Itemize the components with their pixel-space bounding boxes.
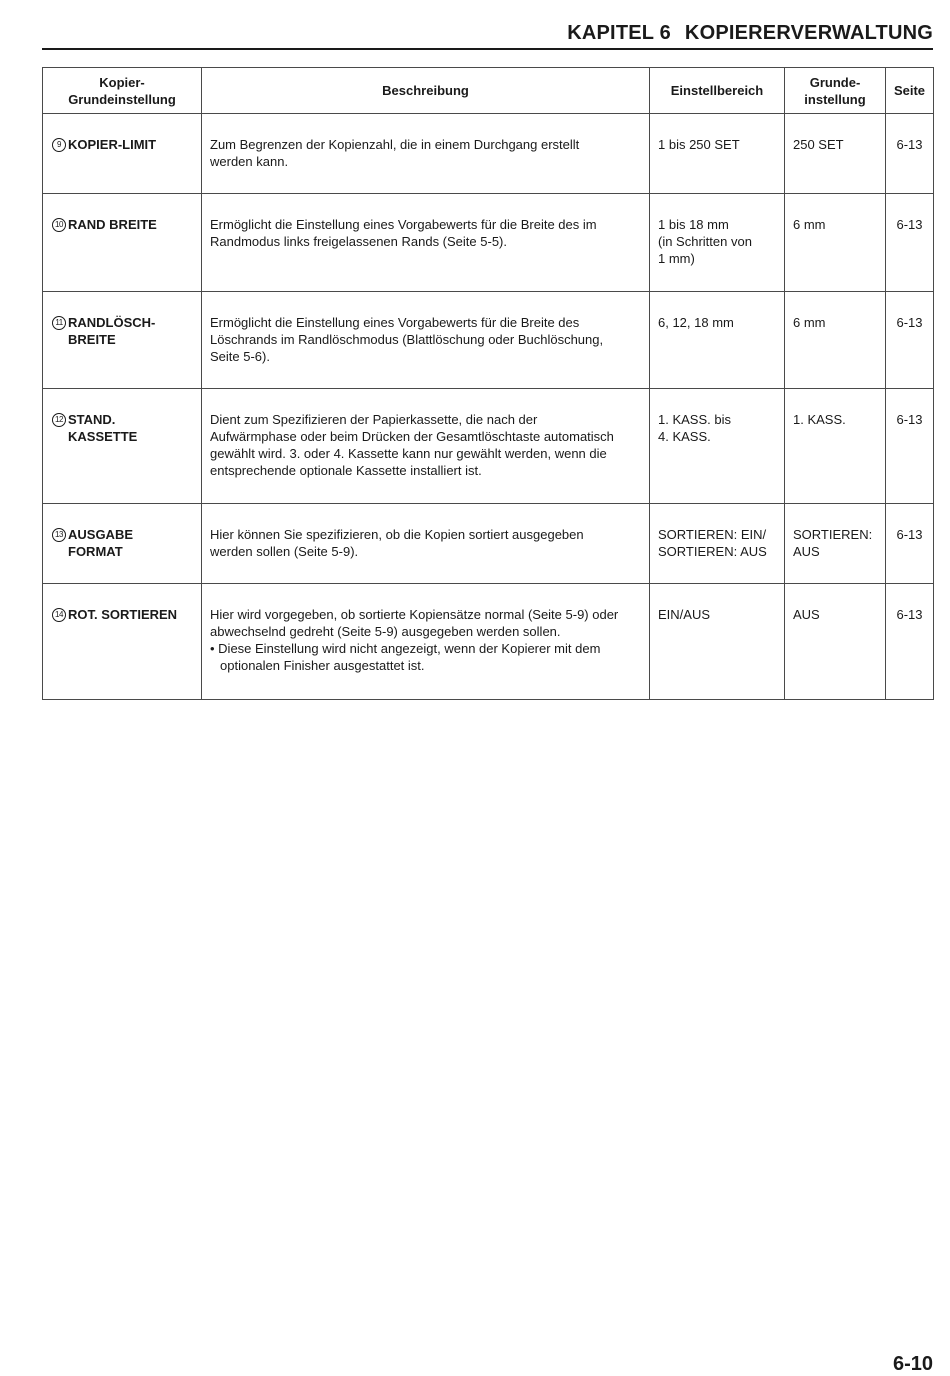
description-cell <box>202 194 650 292</box>
table-row <box>43 114 934 194</box>
range-value: 1. KASS. bis <box>658 412 731 427</box>
column-header-default: Grunde- instellung <box>785 68 886 114</box>
table-row <box>43 194 934 292</box>
setting-name: FORMAT <box>68 544 123 559</box>
item-number-badge: 9 <box>52 138 66 152</box>
description-line: Hier können Sie spezifizieren, ob die Kopien sortiert ausgegeben <box>210 527 584 542</box>
column-header-range: Einstellbereich <box>650 68 785 114</box>
page-number: 6-10 <box>892 1353 933 1375</box>
description-line: Randmodus links freigelassenen Rands (Seite 5-5). <box>210 234 507 249</box>
default-cell <box>785 114 886 194</box>
range-value: 1 bis 18 mm <box>658 217 729 232</box>
setting-name: RAND BREITE <box>68 217 157 232</box>
setting-name: ROT. SORTIEREN <box>68 607 178 622</box>
description-line: Ermöglicht die Einstellung eines Vorgabewerts für die Breite des <box>210 315 580 330</box>
setting-name: RANDLÖSCH- <box>68 315 156 330</box>
column-header-page: Seite <box>886 68 934 114</box>
page-reference: 6-13 <box>886 389 934 504</box>
default-value: 250 SET <box>793 137 844 152</box>
description-line: gewählt wird. 3. oder 4. Kassette kann nur gewählt werden, wenn die <box>210 446 607 461</box>
range-value: 1 bis 250 SET <box>658 137 740 152</box>
default-value: SORTIEREN: <box>793 527 873 542</box>
setting-name-cell <box>43 194 202 292</box>
setting-name-cell <box>43 389 202 504</box>
range-value: 6, 12, 18 mm <box>658 315 734 330</box>
page-reference: 6-13 <box>886 114 934 194</box>
table-row <box>43 292 934 389</box>
page-reference: 6-13 <box>886 504 934 584</box>
range-value: 4. KASS. <box>658 429 711 444</box>
range-cell <box>650 114 785 194</box>
table-row <box>43 389 934 504</box>
setting-name: KASSETTE <box>68 429 138 444</box>
default-value: AUS <box>793 544 820 559</box>
chapter-title: KOPIERERVERWALTUNG <box>684 22 933 44</box>
description-line: Seite 5-6). <box>210 349 270 364</box>
setting-name-cell <box>43 504 202 584</box>
setting-name: KOPIER-LIMIT <box>68 137 157 152</box>
item-number-badge: 12 <box>52 413 66 427</box>
setting-name: STAND. <box>68 412 116 427</box>
table-row <box>43 584 934 700</box>
setting-name: BREITE <box>68 332 116 347</box>
default-cell <box>785 584 886 700</box>
range-value: 1 mm) <box>658 251 695 266</box>
description-line: Aufwärmphase oder beim Drücken der Gesamtlöschtaste automatisch <box>210 429 614 444</box>
setting-name-cell <box>43 584 202 700</box>
default-cell <box>785 389 886 504</box>
default-value: AUS <box>793 607 820 622</box>
item-number-badge: 14 <box>52 608 66 622</box>
default-value: 6 mm <box>793 217 826 232</box>
column-header-setting: Kopier- Grundeinstellung <box>43 68 202 114</box>
description-line: werden kann. <box>210 154 289 169</box>
item-number-badge: 11 <box>52 316 66 330</box>
description-cell <box>202 114 650 194</box>
description-cell <box>202 292 650 389</box>
description-line: Löschrands im Randlöschmodus (Blattlöschung oder Buchlöschung, <box>210 332 604 347</box>
range-value: SORTIEREN: EIN/ <box>658 527 767 542</box>
description-cell <box>202 389 650 504</box>
default-value: 6 mm <box>793 315 826 330</box>
range-value: EIN/AUS <box>658 607 711 622</box>
default-cell <box>785 292 886 389</box>
page-reference: 6-13 <box>886 292 934 389</box>
description-line: werden sollen (Seite 5-9). <box>210 544 359 559</box>
description-note: • Diese Einstellung wird nicht angezeigt, wenn der Kopierer mit dem optionalen Finisher ausgestattet ist. <box>210 641 601 673</box>
setting-name-cell <box>43 114 202 194</box>
item-number-badge: 10 <box>52 218 66 232</box>
description-line: Hier wird vorgegeben, ob sortierte Kopiensätze normal (Seite 5-9) oder <box>210 607 619 622</box>
range-cell <box>650 504 785 584</box>
description-cell <box>202 504 650 584</box>
page-reference: 6-13 <box>886 194 934 292</box>
range-cell <box>650 194 785 292</box>
default-cell <box>785 504 886 584</box>
description-line: abwechselnd gedreht (Seite 5-9) ausgegeben werden sollen. <box>210 624 561 639</box>
range-cell <box>650 584 785 700</box>
chapter-heading <box>567 22 933 45</box>
range-value: SORTIEREN: AUS <box>658 544 767 559</box>
settings-table <box>42 67 934 700</box>
table-header-row <box>43 68 934 114</box>
description-line: entsprechende optionale Kassette installiert ist. <box>210 463 482 478</box>
page-header <box>42 22 933 50</box>
description-line: Zum Begrenzen der Kopienzahl, die in einem Durchgang erstellt <box>210 137 580 152</box>
item-number-badge: 13 <box>52 528 66 542</box>
chapter-label: KAPITEL 6 <box>567 22 671 44</box>
table-row <box>43 504 934 584</box>
range-cell <box>650 389 785 504</box>
description-cell <box>202 584 650 700</box>
page-reference: 6-13 <box>886 584 934 700</box>
range-cell <box>650 292 785 389</box>
default-cell <box>785 194 886 292</box>
description-line: Dient zum Spezifizieren der Papierkassette, die nach der <box>210 412 538 427</box>
table-body <box>43 114 934 700</box>
description-line: Ermöglicht die Einstellung eines Vorgabewerts für die Breite des im <box>210 217 597 232</box>
column-header-description: Beschreibung <box>202 68 650 114</box>
setting-name: AUSGABE <box>68 527 134 542</box>
setting-name-cell <box>43 292 202 389</box>
default-value: 1. KASS. <box>793 412 846 427</box>
range-value: (in Schritten von <box>658 234 752 249</box>
